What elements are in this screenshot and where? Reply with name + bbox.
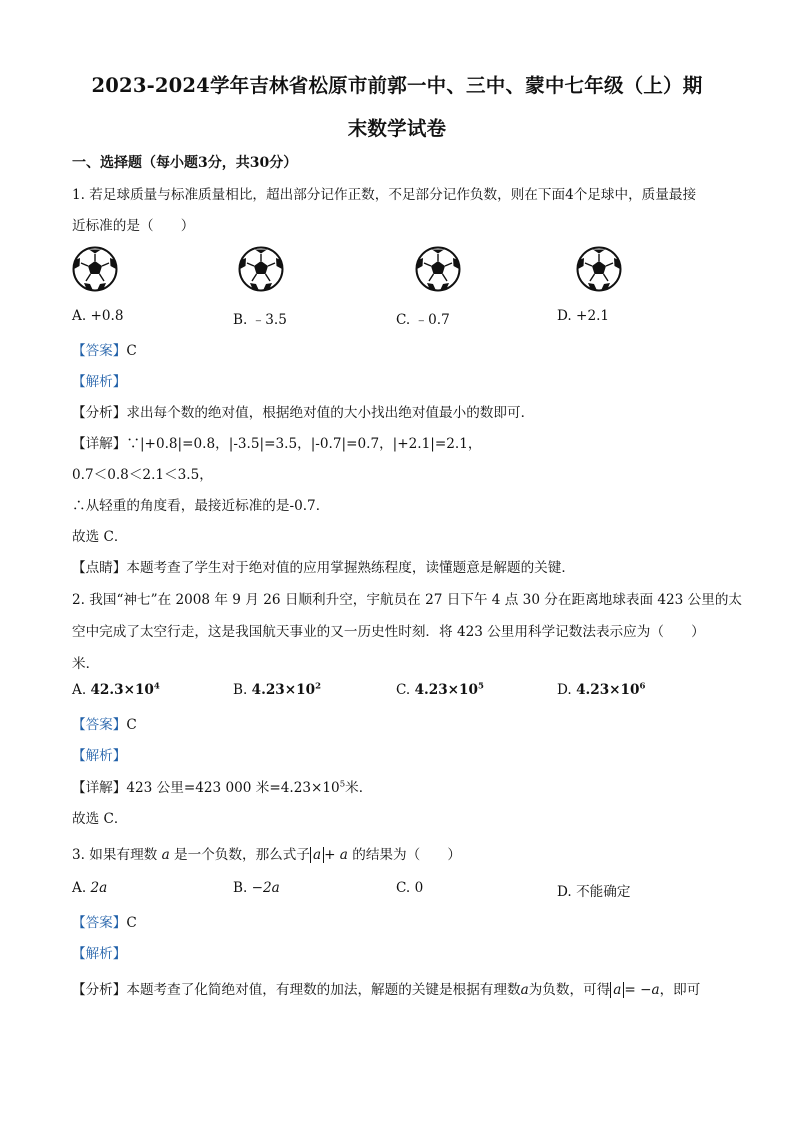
option-label: C.: [396, 880, 415, 896]
q3-option-a: [72, 880, 107, 896]
option-text: −2a: [251, 880, 280, 896]
q3-expr-plus: + a: [324, 847, 348, 863]
option-exponent: 5: [477, 681, 484, 692]
option-label: A.: [72, 682, 91, 698]
q3-option-c: [396, 880, 423, 896]
dianjing-text: 本题考查了学生对于绝对值的应用掌握熟练程度，读懂题意是解题的关键．: [126, 560, 575, 576]
analysis-tag: 【解析】: [72, 946, 127, 962]
fenxi-text-a: 本题考查了化简绝对值，有理数的加法，解题的关键是根据有理数: [126, 982, 521, 998]
fenxi-text: 求出每个数的绝对值，根据绝对值的大小找出绝对值最小的数即可．: [126, 405, 535, 421]
q3-fenxi: [72, 978, 700, 998]
option-label: B.: [233, 880, 252, 896]
q2-answer: [72, 713, 137, 733]
q1-solution-line3: ∴从轻重的角度看，最接近标准的是-0.7．: [72, 498, 330, 514]
option-mantissa: 4.23×10: [414, 682, 478, 698]
q3-stem-a: 3. 如果有理数: [72, 847, 162, 863]
q3-stem-b: 是一个负数，那么式子: [169, 847, 310, 863]
answer-value: C: [126, 717, 137, 733]
q1-option-d: D. +2.1: [557, 308, 610, 324]
answer-tag: 【答案】: [72, 915, 127, 931]
option-label: D.: [557, 884, 577, 900]
exam-title-line1: 2023-2024学年吉林省松原市前郭一中、三中、蒙中七年级（上）期: [91, 74, 703, 97]
xiangjie-unit: 米．: [345, 780, 373, 796]
section-heading: 一、选择题（每小题3分，共30分）: [72, 155, 298, 171]
option-label: C.: [396, 682, 415, 698]
dianjing-tag: 【点睛】: [72, 560, 127, 576]
q2-analysis-tag: [72, 744, 126, 764]
q1-solution-line4: 故选 C．: [72, 529, 128, 545]
q2-xiangjie: [72, 776, 372, 796]
soccer-ball-icon: [72, 246, 118, 292]
analysis-tag: 【解析】: [72, 374, 127, 390]
q3-option-d: [557, 880, 630, 900]
q1-fenxi: [72, 401, 534, 421]
q2-solution-line2: 故选 C．: [72, 811, 128, 827]
q1-analysis-tag: [72, 370, 126, 390]
q3-stem-c: 的结果为（ ）: [347, 847, 461, 863]
q2-option-c: [396, 682, 484, 698]
fenxi-tag: 【分析】: [72, 982, 127, 998]
soccer-ball-icon: [238, 246, 284, 292]
exam-title-line2: 末数学试卷: [347, 117, 447, 140]
option-exponent: 2: [315, 681, 321, 692]
fenxi-tag: 【分析】: [72, 405, 127, 421]
answer-value: C: [126, 343, 137, 359]
q2-option-b: [233, 682, 321, 698]
answer-tag: 【答案】: [72, 343, 127, 359]
xiangjie-text: ∵|+0.8|=0.8，|-3.5|=3.5，|-0.7|=0.7，|+2.1|=2.1，: [126, 436, 482, 452]
option-exponent: 6: [639, 681, 646, 692]
answer-tag: 【答案】: [72, 717, 127, 733]
q3-variable: a: [161, 847, 170, 863]
option-mantissa: 4.23×10: [251, 682, 316, 698]
fenxi-text-c: = −a: [624, 982, 660, 998]
option-label: B.: [233, 682, 252, 698]
q2-stem-line3: 米．: [72, 656, 100, 672]
soccer-ball-icon: [576, 246, 622, 292]
abs-variable: a: [613, 982, 622, 998]
q3-analysis-tag: [72, 942, 126, 962]
q3-answer: [72, 911, 137, 931]
answer-value: C: [126, 915, 137, 931]
analysis-tag: 【解析】: [72, 748, 127, 764]
q2-stem-line1: 2. 我国“神七”在 2008 年 9 月 26 日顺利升空，宇航员在 27 日下午 4 点 30 分在距离地球表面 423 公里的太: [72, 592, 743, 608]
option-label: A.: [72, 880, 91, 896]
q1-xiangjie: [72, 432, 481, 452]
fenxi-variable: a: [520, 982, 529, 998]
fenxi-text-d: ，即可: [659, 982, 701, 998]
fenxi-abs-expression: [610, 982, 624, 998]
q1-solution-line2: 0.7＜0.8＜2.1＜3.5，: [72, 467, 213, 483]
abs-variable: a: [312, 847, 322, 863]
q2-option-d: [557, 682, 645, 698]
q1-dianjing: [72, 556, 575, 576]
xiangjie-text: 423 公里=423 000 米=4.23×10: [126, 780, 340, 796]
option-text: 2a: [90, 880, 108, 896]
option-mantissa: 4.23×10: [576, 682, 640, 698]
option-text: 不能确定: [576, 884, 631, 900]
q1-stem-line2: 近标准的是（ ）: [72, 218, 195, 234]
q1-option-b: B. ﹣3.5: [233, 312, 287, 328]
option-exponent: 4: [153, 681, 160, 692]
soccer-ball-icon: [415, 246, 461, 292]
xiangjie-tag: 【详解】: [72, 436, 127, 452]
q1-stem-line1: 1. 若足球质量与标准质量相比，超出部分记作正数，不足部分记作负数，则在下面4个足球中，质量最接: [72, 187, 697, 203]
q1-answer: [72, 339, 137, 359]
xiangjie-tag: 【详解】: [72, 780, 127, 796]
option-label: D.: [557, 682, 577, 698]
q3-stem: [72, 843, 461, 863]
option-text: 0: [414, 880, 424, 896]
q3-option-b: [233, 880, 280, 896]
option-mantissa: 42.3×10: [90, 682, 154, 698]
q2-option-a: [72, 682, 160, 698]
q3-abs-expression: [310, 847, 324, 863]
fenxi-text-b: 为负数，可得: [528, 982, 611, 998]
q2-stem-line2: 空中完成了太空行走，这是我国航天事业的又一历史性时刻．将 423 公里用科学记数法表示应为（ ）: [72, 624, 705, 640]
q1-option-a: A. +0.8: [72, 308, 124, 324]
xiangjie-exponent: 5: [339, 779, 346, 790]
q1-option-c: C. ﹣0.7: [396, 312, 450, 328]
